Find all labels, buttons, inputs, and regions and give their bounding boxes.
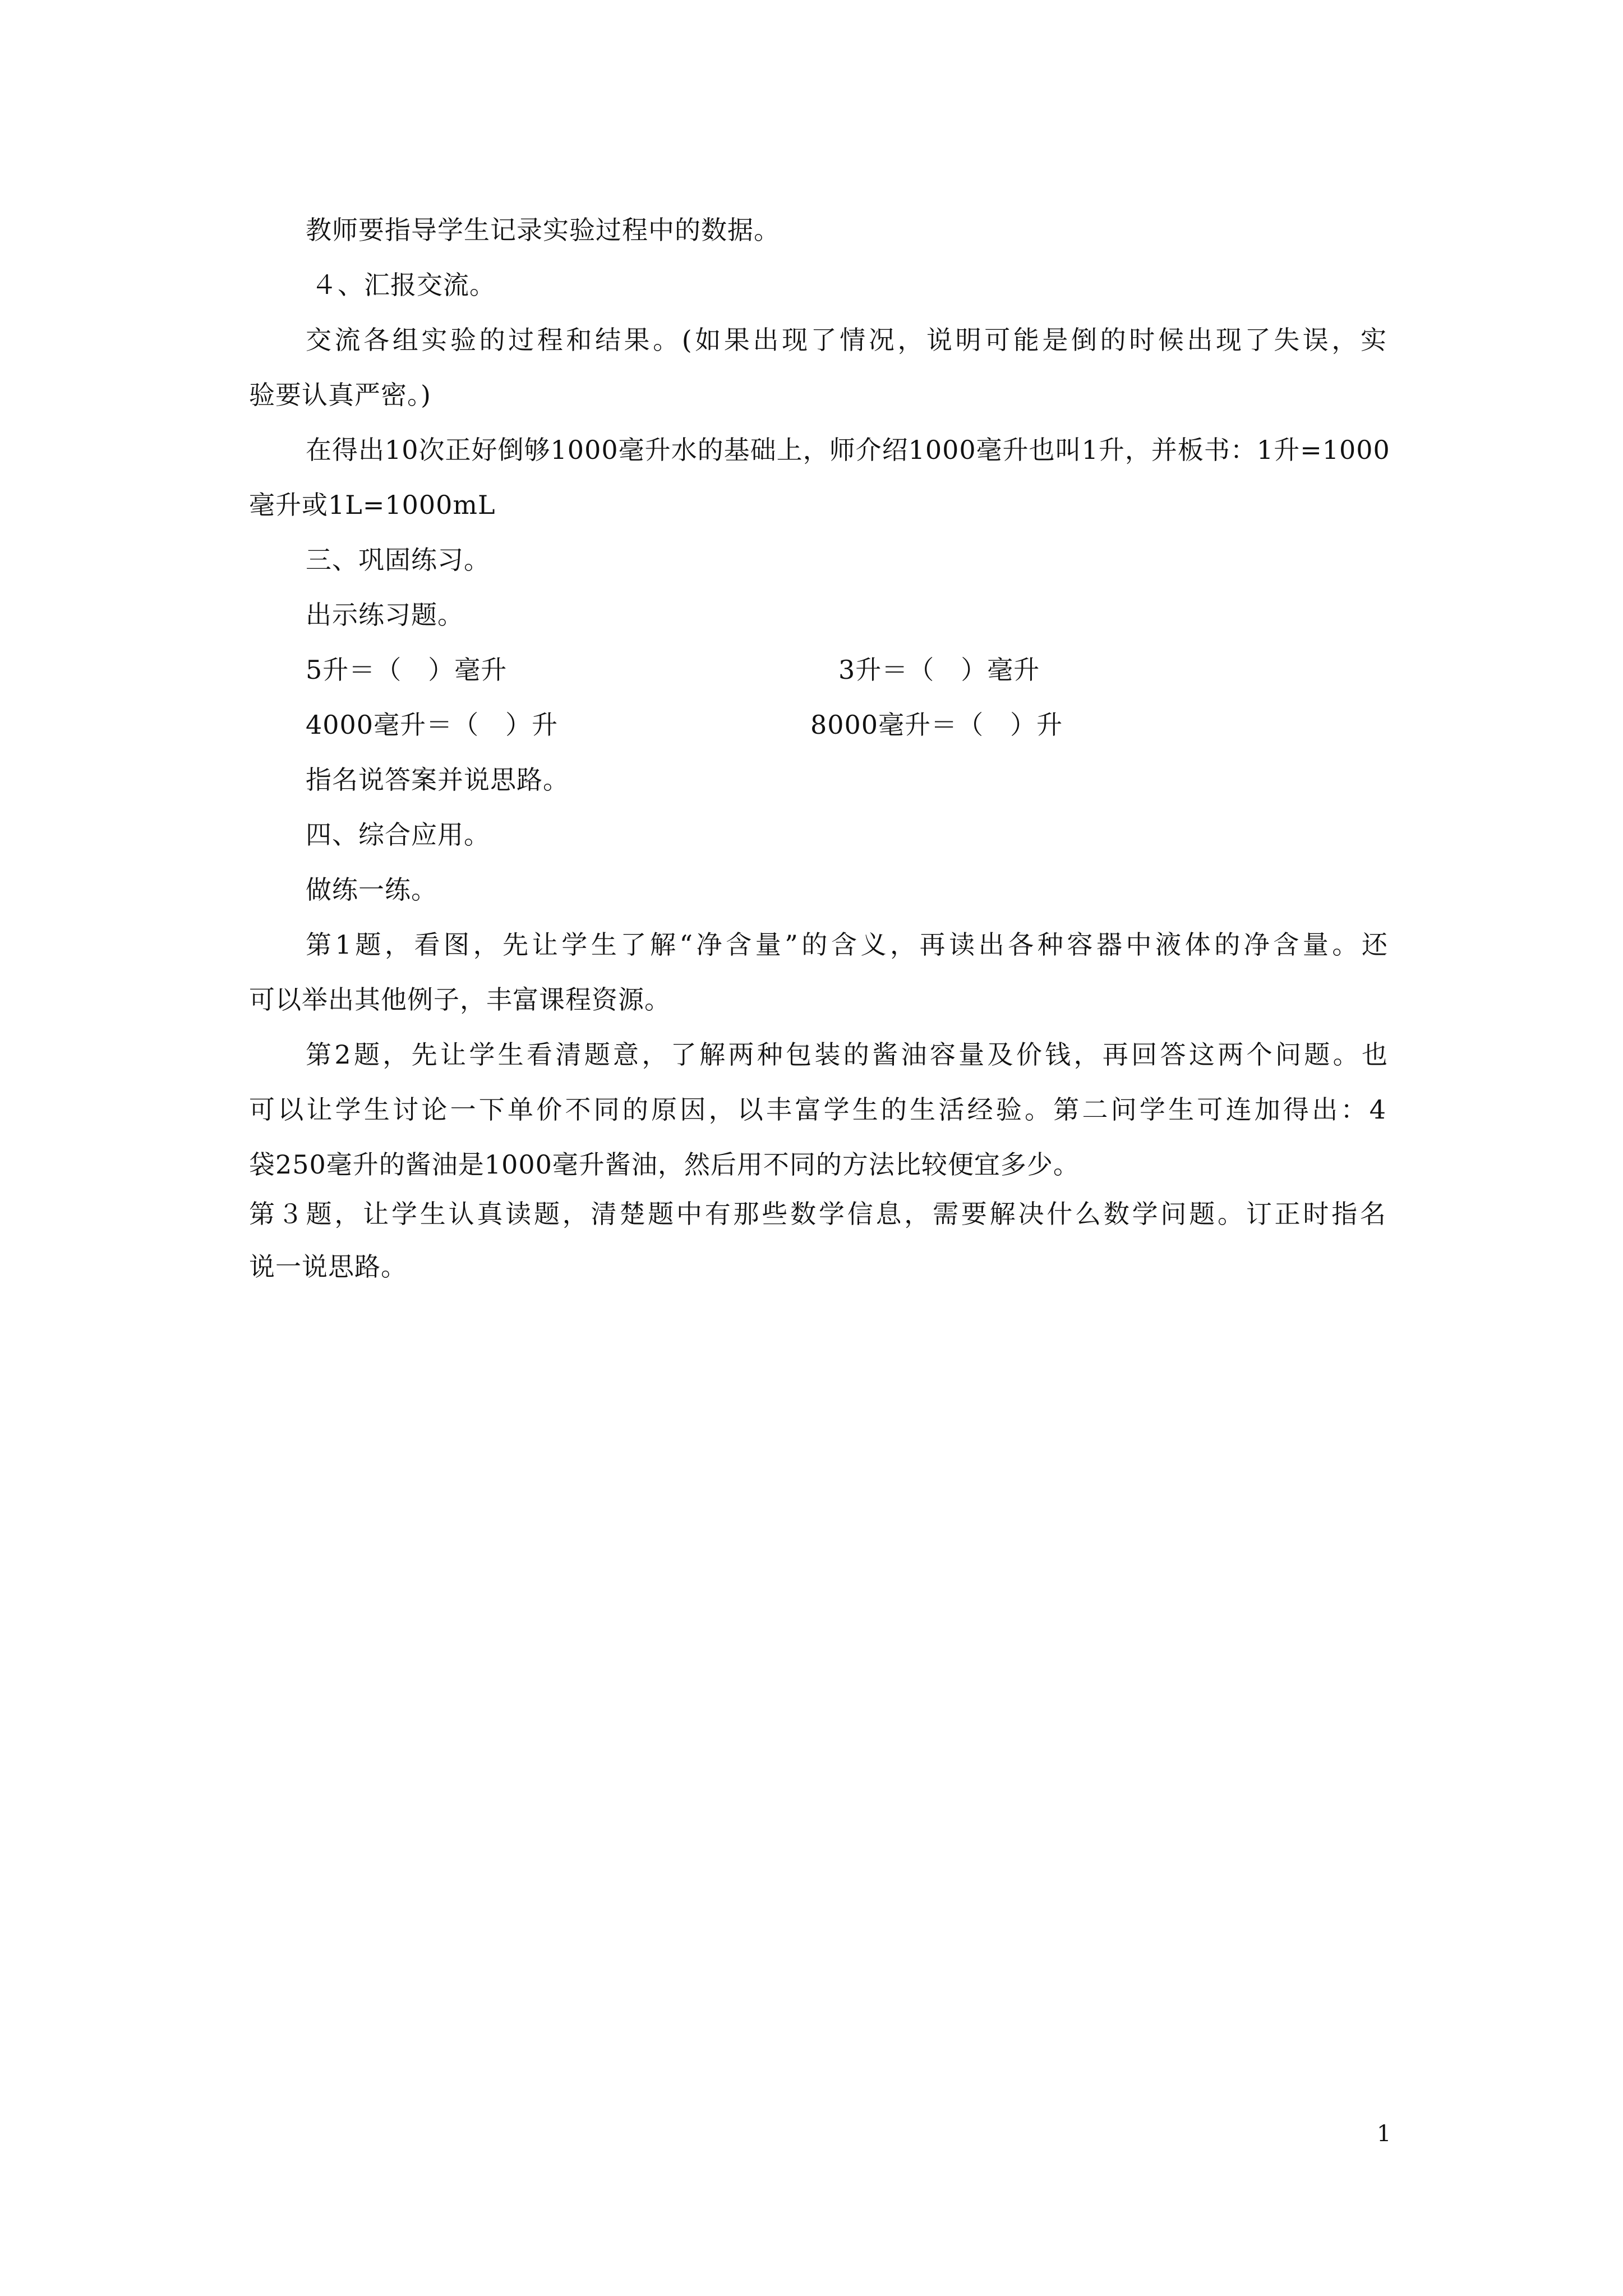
paragraph-line: 第2题，先让学生看清题意，了解两种包装的酱油容量及价钱，再回答这两个问题。也 (306, 1039, 1388, 1070)
paragraph-line: 第1题，看图，先让学生了解“净含量”的含义，再读出各种容器中液体的净含量。还 (306, 930, 1388, 960)
exercise-item: 4000毫升＝（ ）升 (306, 710, 559, 740)
paragraph-line: 在得出10次正好倒够1000毫升水的基础上，师介绍1000毫升也叫1升，并板书：1升=1000 (306, 435, 1390, 465)
paragraph-line: 可以举出其他例子，丰富课程资源。 (249, 984, 671, 1015)
paragraph-line: 可以让学生讨论一下单价不同的原因，以丰富学生的生活经验。第二问学生可连加得出：4 (249, 1094, 1386, 1125)
paragraph-line: 验要认真严密。) (249, 380, 431, 410)
paragraph-line: 出示练习题。 (306, 600, 464, 630)
paragraph-line: 说一说思路。 (249, 1251, 407, 1282)
paragraph-line: 毫升或1L=1000mL (249, 490, 496, 520)
section-heading: 三、巩固练习。 (306, 545, 490, 575)
exercise-item: 5升＝（ ）毫升 (306, 655, 508, 685)
paragraph-line: 教师要指导学生记录实验过程中的数据。 (306, 215, 780, 245)
section-heading: ４、汇报交流。 (311, 270, 496, 300)
paragraph-line: 做练一练。 (306, 875, 437, 905)
page-number: 1 (1377, 2121, 1391, 2147)
paragraph-line: 第３题，让学生认真读题，清楚题中有那些数学信息，需要解决什么数学问题。订正时指名 (249, 1199, 1386, 1229)
paragraph-line: 指名说答案并说思路。 (306, 765, 569, 795)
paragraph-line: 袋250毫升的酱油是1000毫升酱油，然后用不同的方法比较便宜多少。 (249, 1149, 1080, 1180)
paragraph-line: 交流各组实验的过程和结果。(如果出现了情况，说明可能是倒的时候出现了失误，实 (306, 325, 1387, 355)
exercise-item: 8000毫升＝（ ）升 (810, 710, 1063, 740)
section-heading: 四、综合应用。 (306, 820, 490, 850)
exercise-item: 3升＝（ ）毫升 (838, 655, 1040, 685)
